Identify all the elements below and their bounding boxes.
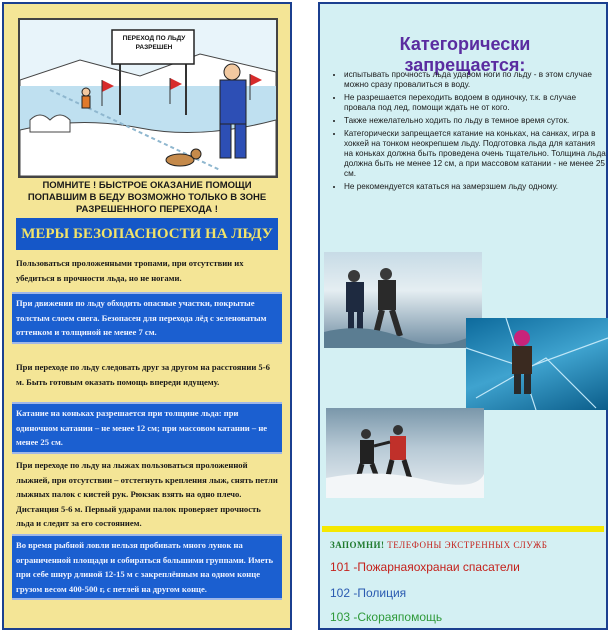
photo-people-on-ice bbox=[324, 252, 482, 348]
prohibited-list bbox=[332, 70, 606, 195]
list-item: • Категорически запрещается катание на коньках, на санках, игра в хоккей на тонком неокрепшем льду. Подготовка льда для катания на коньках должна быть проведена очень тщательно. Толщина льда должна быть не менее 12 см, а при массовом катании - не менее 25 см. bbox=[344, 129, 606, 179]
phone-fire-rescue: 101 -Пожарнаяохранаи спасатели bbox=[330, 560, 520, 574]
rule-fishing: Во время рыбной ловли нельзя пробивать много лунок на ограниченной площади и собираться большими группами. Иметь при себе шнур длиной 12-15 м с закреплённым на одном конце грузом весом 400-500 г, с петлей на другом конце. bbox=[12, 534, 282, 600]
photo-rescue-on-ice bbox=[326, 408, 484, 498]
prohibited-title: Категорически запрещается: bbox=[399, 34, 531, 75]
rule-paths: Пользоваться проложенными тропами, при отсутствии их убедиться в прочности льда, но не ногами. bbox=[16, 258, 244, 283]
right-poster bbox=[318, 2, 608, 630]
rule-distance: При переходе по льду следовать друг за другом на расстоянии 5-6 м. Быть готовым оказать помощь впереди идущему. bbox=[16, 362, 270, 387]
phone-ambulance: 103 -Скораяпомощь bbox=[330, 610, 443, 624]
list-item: • Не разрешается переходить водоем в одиночку, т.к. в случае провала под лед, помощи ждать не от кого. bbox=[344, 93, 606, 113]
list-item: • Также нежелательно ходить по льду в темное время суток. bbox=[344, 116, 606, 126]
rule-skiing: При переходе по льду на лыжах пользоваться проложенной лыжней, при отсутствии – отстегнуть крепления лыж, снять петли лыжных палок с кистей рук. Рюкзак взять на одно плечо. Дистанция 5-6 м. Первый ударами палок проверяет прочность льда и следит за его состоянием. bbox=[16, 460, 278, 528]
crossing-sign-text: ПЕРЕХОД ПО ЛЬДУ РАЗРЕШЕН bbox=[122, 35, 186, 51]
list-item: • испытывать прочность льда ударом ноги по льду - в этом случае можно сразу провалиться в воду. bbox=[344, 70, 606, 90]
left-poster bbox=[2, 2, 292, 630]
remember-line bbox=[330, 540, 600, 550]
ice-crossing-illustration bbox=[18, 18, 278, 178]
divider-bar bbox=[322, 526, 604, 532]
rule-skating: Катание на коньках разрешается при толщине льда: при одиночном катании – не менее 12 см; при массовом катании – не менее 25 см. bbox=[12, 402, 282, 454]
warning-text: ПОМНИТЕ ! БЫСТРОЕ ОКАЗАНИЕ ПОМОЩИ ПОПАВШИМ В БЕДУ ВОЗМОЖНО ТОЛЬКО В ЗОНЕ РАЗРЕШЕННОГО ПЕРЕХОДА ! bbox=[27, 180, 267, 215]
rule-avoid-areas: При движении по льду обходить опасные участки, покрытые толстым слоем снега. Безопасен для перехода лёд с зеленоватым оттенком и толщиной не менее 7 см. bbox=[12, 292, 282, 344]
photo-child-on-ice bbox=[466, 318, 608, 410]
safety-title: МЕРЫ БЕЗОПАСНОСТИ НА ЛЬДУ bbox=[16, 218, 278, 250]
phone-police: 102 -Полиция bbox=[330, 586, 407, 600]
emergency-phones-heading: ТЕЛЕФОНЫ ЭКСТРЕННЫХ СЛУЖБ bbox=[387, 540, 548, 550]
remember-label: ЗАПОМНИ! bbox=[330, 540, 385, 550]
list-item: • Не рекомендуется кататься на замерзшем льду одному. bbox=[344, 182, 606, 192]
